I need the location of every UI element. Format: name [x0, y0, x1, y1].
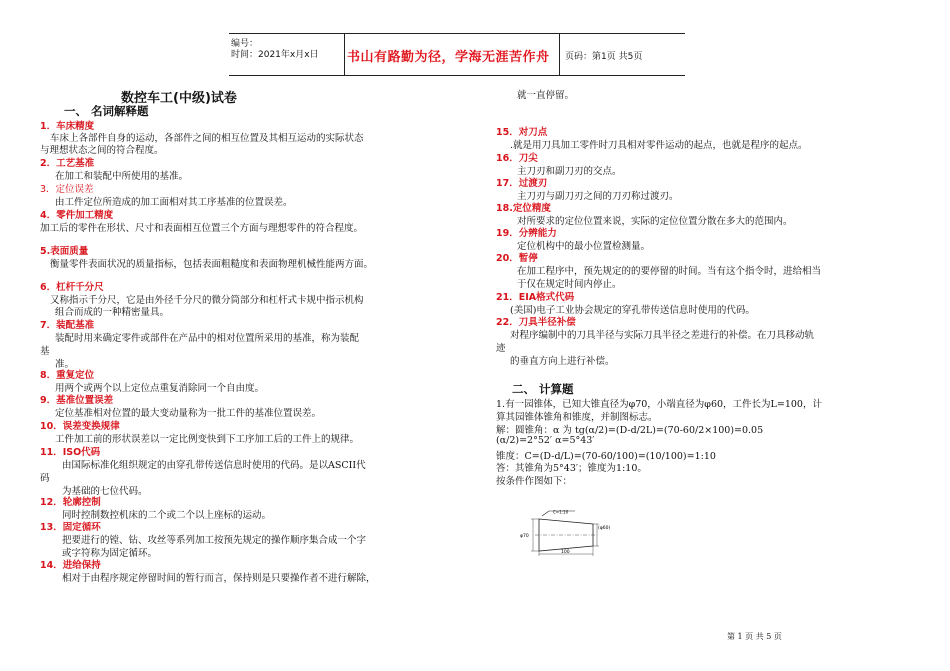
term-definition: 用两个或两个以上定位点重复消除同一个自由度。 — [55, 383, 265, 394]
term-heading: 1．车床精度 — [40, 121, 95, 132]
term-definition: 车床上各部件自身的运动，各部件之间的相互位置及其相互运动的实际状态 — [50, 133, 364, 144]
term-definition: 装配时用来确定零件或部件在产品中的相对位置所采用的基准，称为装配 — [55, 333, 360, 344]
term-heading: 3．定位误差 — [40, 184, 94, 195]
taper-leader-line — [542, 511, 549, 516]
term-definition: 把要进行的镗、钻、攻丝等系列加工按预先规定的操作顺序集合成一个字 — [62, 535, 367, 546]
taper-ratio-label: C=1:10 — [553, 509, 569, 515]
term-definition: 基 — [40, 346, 50, 357]
term-definition: 相对于由程序规定停留时间的暂行而言，保持则是只要操作者不进行解除， — [62, 573, 376, 584]
term-definition: 工件加工前的形状误差以一定比例变快到下工序加工后的工件上的规律。 — [55, 434, 360, 445]
taper-cone-figure — [515, 508, 615, 558]
term-definition: 同时控制数控机床的二个或二个以上座标的运动。 — [62, 510, 272, 521]
term-definition: 组合而成的一种精密量具。 — [55, 307, 170, 318]
header-motto: 书山有路勤为径，学海无涯苦作舟 — [347, 50, 550, 65]
term-heading: 6．杠杆千分尺 — [40, 282, 104, 293]
term-heading: 22．刀具半径补偿 — [496, 317, 576, 328]
length-label: 100 — [561, 550, 570, 555]
term-definition: 加工后的零件在形状、尺寸和表面相互位置三个方面与理想零件的符合程度。 — [40, 223, 364, 234]
term-definition: 主刀刃和副刀刃的交点。 — [517, 166, 622, 177]
term-definition: (美国)电子工业协会规定的穿孔带传送信息时使用的代码。 — [510, 305, 755, 316]
term-heading: 20．暂停 — [496, 253, 538, 264]
term-definition: 对所要求的定位位置来说，实际的定位位置分散在多大的范围内。 — [517, 216, 793, 227]
term-definition: 定位基准相对位置的最大变动量称为一批工件的基准位置误差。 — [55, 408, 322, 419]
term-heading: 9．基准位置误差 — [40, 395, 114, 406]
term-heading: 18.定位精度 — [496, 203, 551, 214]
solution-line: 解：圆锥角：α 为 tg(α/2)=(D-d/2L)=(70-60/2×100)=0.05 — [496, 425, 764, 436]
term-definition: 与理想状态之间的符合程度。 — [40, 145, 164, 156]
term-definition: 或字符称为固定循环。 — [62, 548, 158, 559]
term-heading: 12．轮廓控制 — [40, 497, 101, 508]
term-heading: 15．对刀点 — [496, 127, 548, 138]
exam-title: 数控车工(中级)试卷 — [121, 91, 237, 106]
term-heading: 11．ISO代码 — [40, 447, 101, 458]
term-definition: 准。 — [55, 359, 75, 370]
solution-line: (α/2)=2°52′ α=5°43′ — [496, 435, 595, 446]
term-heading: 17．过渡刃 — [496, 178, 548, 189]
term-heading: 8．重复定位 — [40, 370, 95, 381]
answer-line: 答：其锥角为5°43′；锥度为1:10。 — [496, 463, 647, 474]
term-definition: 就一直停留。 — [517, 90, 575, 101]
section-heading-calculation: 二、 计算题 — [512, 382, 574, 396]
term-heading: 4．零件加工精度 — [40, 210, 114, 221]
answer-line: 按条件作图如下： — [496, 476, 573, 487]
term-heading: 5.表面质量 — [40, 246, 89, 257]
term-heading: 2．工艺基准 — [40, 158, 95, 169]
term-definition: 为基础的七位代码。 — [62, 486, 148, 497]
term-heading: 19．分辨能力 — [496, 228, 557, 239]
large-diameter-label: φ70 — [520, 534, 529, 539]
document-time-label: 时间：2021年x月x日 — [231, 50, 319, 60]
term-definition: 于仅在规定时间内停止。 — [517, 279, 622, 290]
question-text: 1.有一园锥体，已知大锥直径为φ70，小端直径为φ60，工件长为L=100，计 — [496, 399, 822, 410]
term-heading: 13．固定循环 — [40, 522, 101, 533]
term-definition: 衡量零件表面状况的质量指标，包括表面粗糙度和表面物理机械性能两方面。 — [50, 259, 374, 270]
question-text: 算其园锥体锥角和锥度，并制图标志。 — [496, 412, 658, 423]
header-divider — [344, 34, 345, 75]
term-definition: 迹 — [496, 343, 506, 354]
term-definition: .就是用刀具加工零件时刀具相对零件运动的起点，也就是程序的起点。 — [510, 140, 808, 151]
term-heading: 14．进给保持 — [40, 560, 101, 571]
term-heading: 7．装配基准 — [40, 320, 95, 331]
solution-line: 锥度：C=(D-d/L)=(70-60/100)=(10/100)=1:10 — [496, 451, 716, 462]
page-footer: 第 1 页 共 5 页 — [727, 632, 782, 641]
term-definition: 在加工程序中，预先规定的的要停留的时间。当有这个指令时，进给相当 — [517, 266, 822, 277]
term-heading: 21．EIA格式代码 — [496, 292, 575, 303]
term-heading: 16．刀尖 — [496, 153, 538, 164]
term-definition: 又称指示千分尺，它是由外径千分尺的微分筒部分和杠杆式卡规中指示机构 — [50, 295, 364, 306]
section-heading-definitions: 一、 名词解释题 — [64, 104, 149, 118]
small-diameter-label: (φ60) — [598, 526, 611, 531]
term-definition: 在加工和装配中所使用的基准。 — [55, 171, 189, 182]
term-definition: 由工件定位所造成的加工面相对其工序基准的位置误差。 — [55, 197, 293, 208]
document-number-label: 编号： — [231, 39, 259, 49]
term-definition: 码 — [40, 473, 50, 484]
term-heading: 10．误差变换规律 — [40, 421, 120, 432]
header-divider — [559, 34, 560, 75]
term-definition: 由国际标准化组织规定的由穿孔带传送信息时使用的代码。是以ASCII代 — [62, 460, 366, 471]
term-definition: 的垂直方向上进行补偿。 — [510, 356, 615, 367]
header-page-label: 页码：第1页 共5页 — [565, 52, 643, 62]
term-definition: 主刀刃与副刀刃之间的刀刃称过渡刃。 — [517, 191, 679, 202]
term-definition: 对程序编制中的刀具半径与实际刀具半径之差进行的补偿。在刀具移动轨 — [510, 330, 815, 341]
term-definition: 定位机构中的最小位置检测量。 — [517, 241, 651, 252]
page-header — [229, 33, 685, 76]
